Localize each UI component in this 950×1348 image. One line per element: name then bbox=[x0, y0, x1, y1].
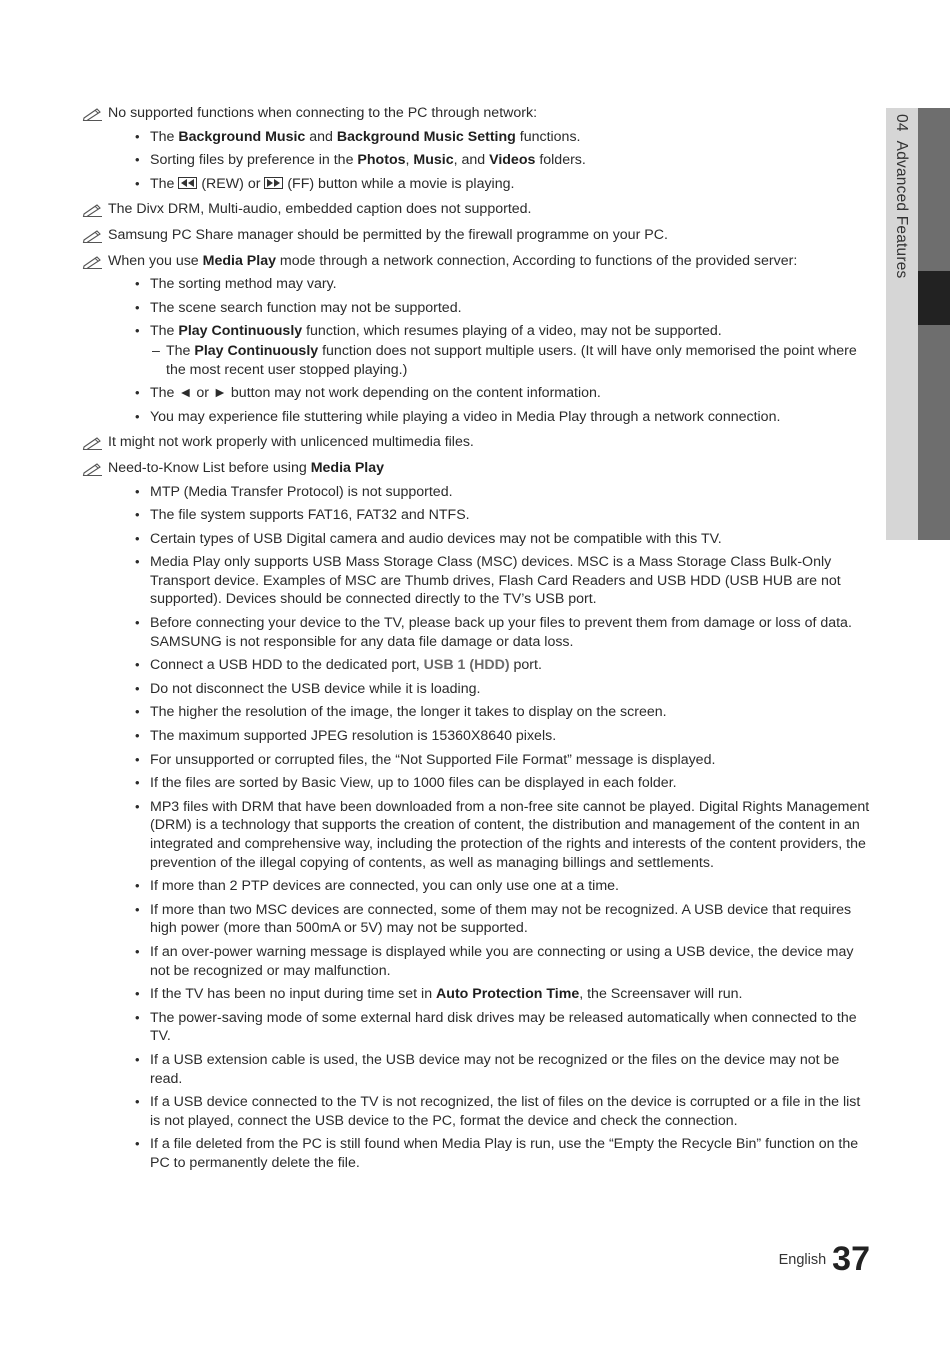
side-tab-current-marker bbox=[918, 271, 950, 325]
page-footer bbox=[779, 1242, 870, 1276]
list-item: • If more than two MSC devices are connected, some of them may not be recognized. A USB device that requires high power (more than 500mA or 5V) may not be supported. bbox=[108, 901, 872, 938]
list-item: • The sorting method may vary. bbox=[108, 275, 872, 294]
chapter-label bbox=[891, 114, 910, 279]
list-item: • MP3 files with DRM that have been downloaded from a non-free site cannot be played. Digital Rights Management (DRM) is a technology that supports the creation of content, the distribution and management of the content in an integrated and comprehensive way, including the protection of the rights and interests of the content providers, the prevention of the illegal copying of contents, as well as managing billings and settlements. bbox=[108, 798, 872, 872]
chapter-number: 04 bbox=[893, 114, 910, 132]
rewind-button-icon bbox=[178, 177, 197, 189]
note-text: It might not work properly with unlicenced multimedia files. bbox=[108, 434, 474, 451]
note-pencil-icon bbox=[82, 106, 104, 121]
page-number: 37 bbox=[832, 1240, 870, 1278]
note-pencil-icon bbox=[82, 435, 104, 450]
note-1 bbox=[82, 104, 872, 193]
list-item: • If more than 2 PTP devices are connected, you can only use one at a time. bbox=[108, 877, 872, 896]
list-item: • The scene search function may not be supported. bbox=[108, 299, 872, 318]
list-item: • The ◄ or ► button may not work depending on the content information. bbox=[108, 384, 872, 403]
list-item: • The higher the resolution of the image, the longer it takes to display on the screen. bbox=[108, 703, 872, 722]
list-item: • Connect a USB HDD to the dedicated port, USB 1 (HDD) port. bbox=[108, 656, 872, 675]
list-item: • Sorting files by preference in the Photos, Music, and Videos folders. bbox=[108, 151, 872, 170]
note-text: The Divx DRM, Multi-audio, embedded caption does not supported. bbox=[108, 201, 532, 218]
note-pencil-icon bbox=[82, 202, 104, 217]
list-item: • If the TV has been no input during time set in Auto Protection Time, the Screensaver will run. bbox=[108, 985, 872, 1004]
list-item: • Do not disconnect the USB device while it is loading. bbox=[108, 680, 872, 699]
list-item: • MTP (Media Transfer Protocol) is not supported. bbox=[108, 483, 872, 502]
list-item: • The file system supports FAT16, FAT32 and NTFS. bbox=[108, 506, 872, 525]
note-6 bbox=[82, 459, 872, 1173]
list-item: • If a USB device connected to the TV is not recognized, the list of files on the device is corrupted or a file in the list is not played, connect the USB device to the PC, format the device and check the connection. bbox=[108, 1093, 872, 1130]
note-pencil-icon bbox=[82, 228, 104, 243]
note-text: Samsung PC Share manager should be permitted by the firewall programme on your PC. bbox=[108, 226, 668, 243]
dash-item: – The Play Continuously function does not support multiple users. (It will have only memorised the point where the most recent user stopped playing.) bbox=[108, 342, 872, 379]
list-item: • Certain types of USB Digital camera and audio devices may not be compatible with this TV. bbox=[108, 530, 872, 549]
list-item: • The Background Music and Background Music Setting functions. bbox=[108, 128, 872, 147]
list-item: • Media Play only supports USB Mass Storage Class (MSC) devices. MSC is a Mass Storage Class Bulk-Only Transport device. Examples of MSC are Thumb drives, Flash Card Readers and USB HDD (USB HUB are not supported). Devices should be connected directly to the TV’s USB port. bbox=[108, 553, 872, 609]
note-4 bbox=[82, 252, 872, 427]
fast-forward-button-icon bbox=[264, 177, 283, 189]
list-item: • You may experience file stuttering while playing a video in Media Play through a network connection. bbox=[108, 408, 872, 427]
list-item: • The Play Continuously function, which resumes playing of a video, may not be supported. bbox=[108, 322, 872, 341]
list-item: • The maximum supported JPEG resolution is 15360X8640 pixels. bbox=[108, 727, 872, 746]
chapter-side-tab bbox=[886, 108, 950, 540]
note-3 bbox=[82, 226, 872, 245]
list-item: • For unsupported or corrupted files, the “Not Supported File Format” message is displayed. bbox=[108, 751, 872, 770]
page-content bbox=[82, 104, 872, 1173]
footer-language: English bbox=[778, 1252, 827, 1268]
list-item: • If a USB extension cable is used, the USB device may not be recognized or the files on the device may not be read. bbox=[108, 1051, 872, 1088]
note-5 bbox=[82, 433, 872, 452]
note-text: No supported functions when connecting to the PC through network: bbox=[108, 105, 538, 121]
chapter-title: Advanced Features bbox=[893, 140, 910, 279]
list-item: • The (REW) or (FF) button while a movie is playing. bbox=[108, 175, 872, 194]
list-item: • If an over-power warning message is displayed while you are connecting or using a USB device, the device may not be recognized or may malfunction. bbox=[108, 943, 872, 980]
note-2 bbox=[82, 200, 872, 219]
list-item: • Before connecting your device to the TV, please back up your files to prevent them from damage or loss of data. SAMSUNG is not responsible for any data file damage or data loss. bbox=[108, 614, 872, 651]
list-item: • If a file deleted from the PC is still found when Media Play is run, use the “Empty the Recycle Bin” function on the PC to permanently delete the file. bbox=[108, 1135, 872, 1172]
list-item: • The power-saving mode of some external hard disk drives may be released automatically when connected to the TV. bbox=[108, 1009, 872, 1046]
list-item: • If the files are sorted by Basic View, up to 1000 files can be displayed in each folder. bbox=[108, 774, 872, 793]
note-text: When you use Media Play mode through a network connection, According to functions of the provided server: bbox=[108, 252, 798, 269]
note-pencil-icon bbox=[82, 254, 104, 269]
note-pencil-icon bbox=[82, 461, 104, 476]
note-text: Need-to-Know List before using Media Play bbox=[108, 459, 385, 476]
